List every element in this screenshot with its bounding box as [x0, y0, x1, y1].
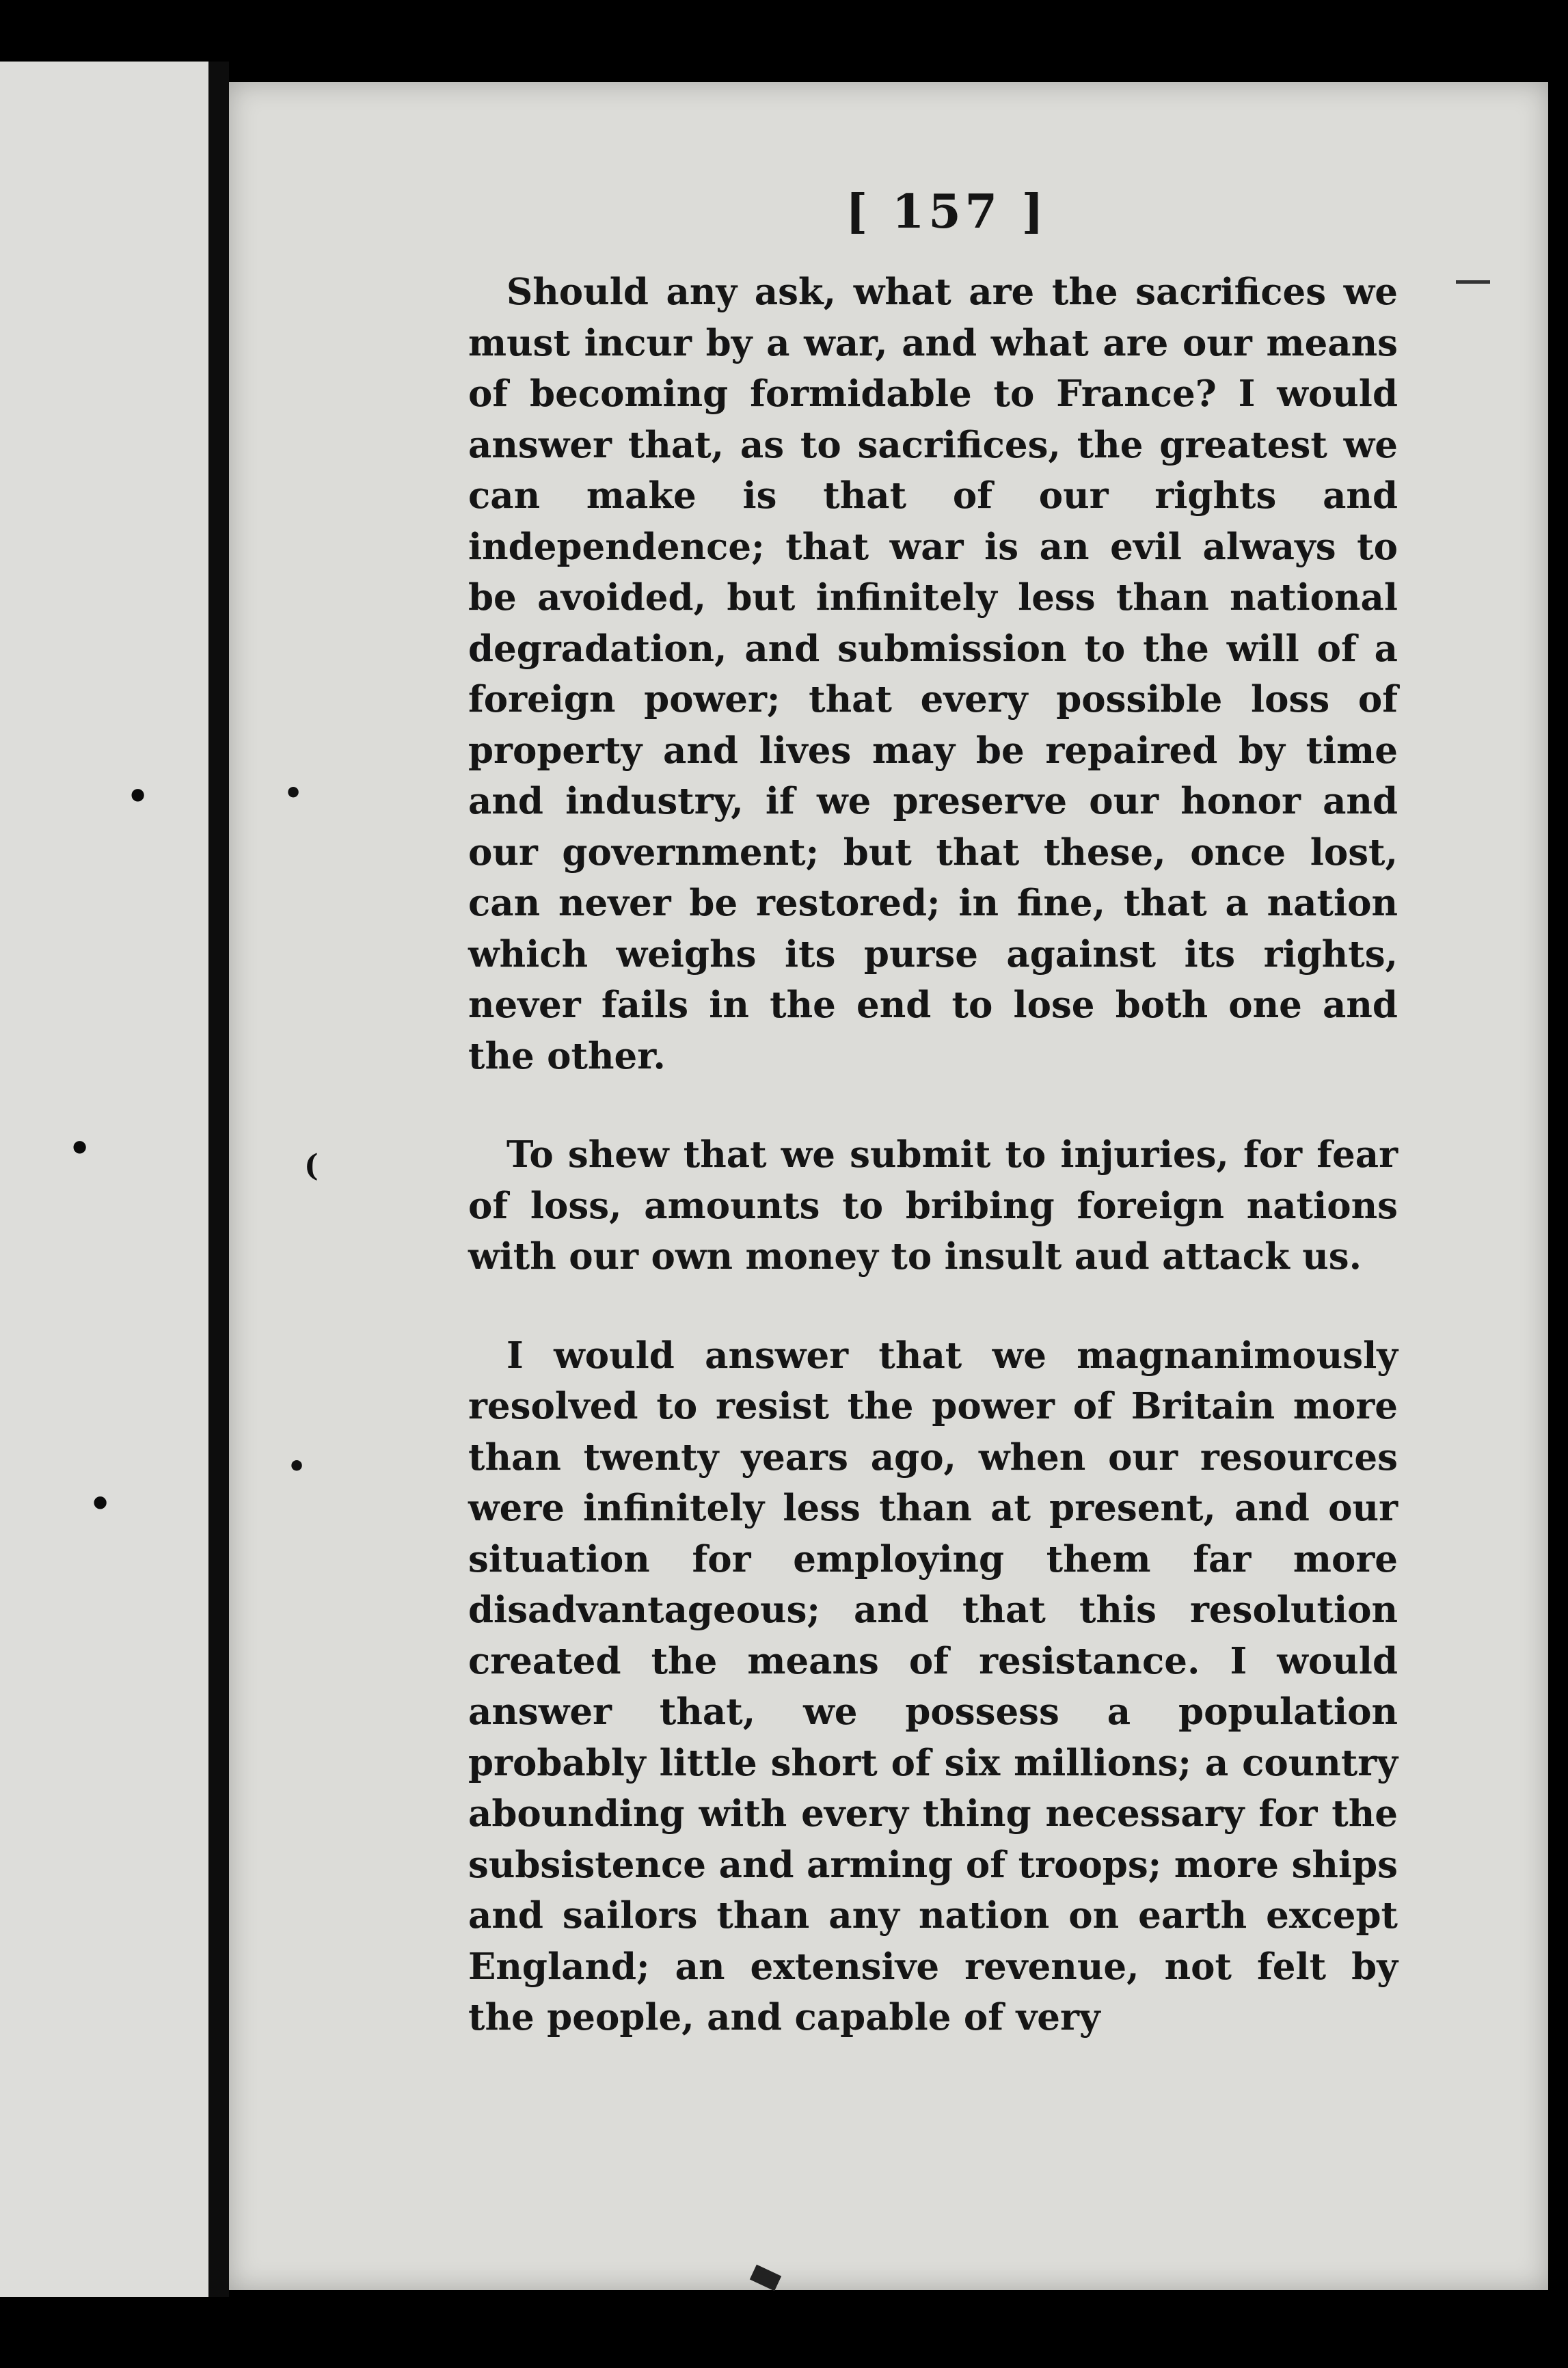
margin-mark: •	[287, 1449, 307, 1484]
facing-page-edge	[0, 62, 208, 2297]
margin-mark: (	[304, 1148, 319, 1183]
page-gutter	[208, 62, 229, 2297]
margin-tick	[1456, 280, 1490, 284]
paragraph: I would answer that we magnanimously resolved to resist the power of Britain more than twenty years ago, when our resources were infinitely less than at present, and our situation for employing them far more disadvantageous; and that this resolution created the means of resistance. I would answer that, we possess a population probably little short of six millions; a country abounding with every thing necessary for the subsistence and arming of troops; more ships and sailors than any nation on earth except England; an extensive revenue, not felt by the people, and capable of very	[468, 1334, 1398, 2039]
paragraph: Should any ask, what are the sacrifices we must incur by a war, and what are our means of becoming formidable to France? I would answer that, as to sacrifices, the greatest we can make is that of our rights and independence; that war is an evil always to be avoided, but infinitely less than national degradation, and submission to the will of a foreign power; that every possible loss of property and lives may be repaired by time and industry, if we preserve our honor and our government; but that these, once lost, can never be restored; in fine, that a nation which weighs its purse against its rights, never fails in the end to lose both one and the other.	[468, 271, 1398, 1077]
margin-mark: •	[89, 1483, 112, 1525]
margin-mark: •	[68, 1128, 92, 1170]
margin-mark: •	[126, 776, 150, 818]
book-page	[229, 82, 1548, 2290]
margin-mark: •	[284, 776, 303, 811]
page-text-block	[468, 185, 1398, 2091]
page-number: [ 157 ]	[846, 185, 1048, 239]
paragraph: To shew that we submit to injuries, for fear of loss, amounts to bribing foreign nations with our own money to insult aud attack us.	[468, 1133, 1398, 1278]
